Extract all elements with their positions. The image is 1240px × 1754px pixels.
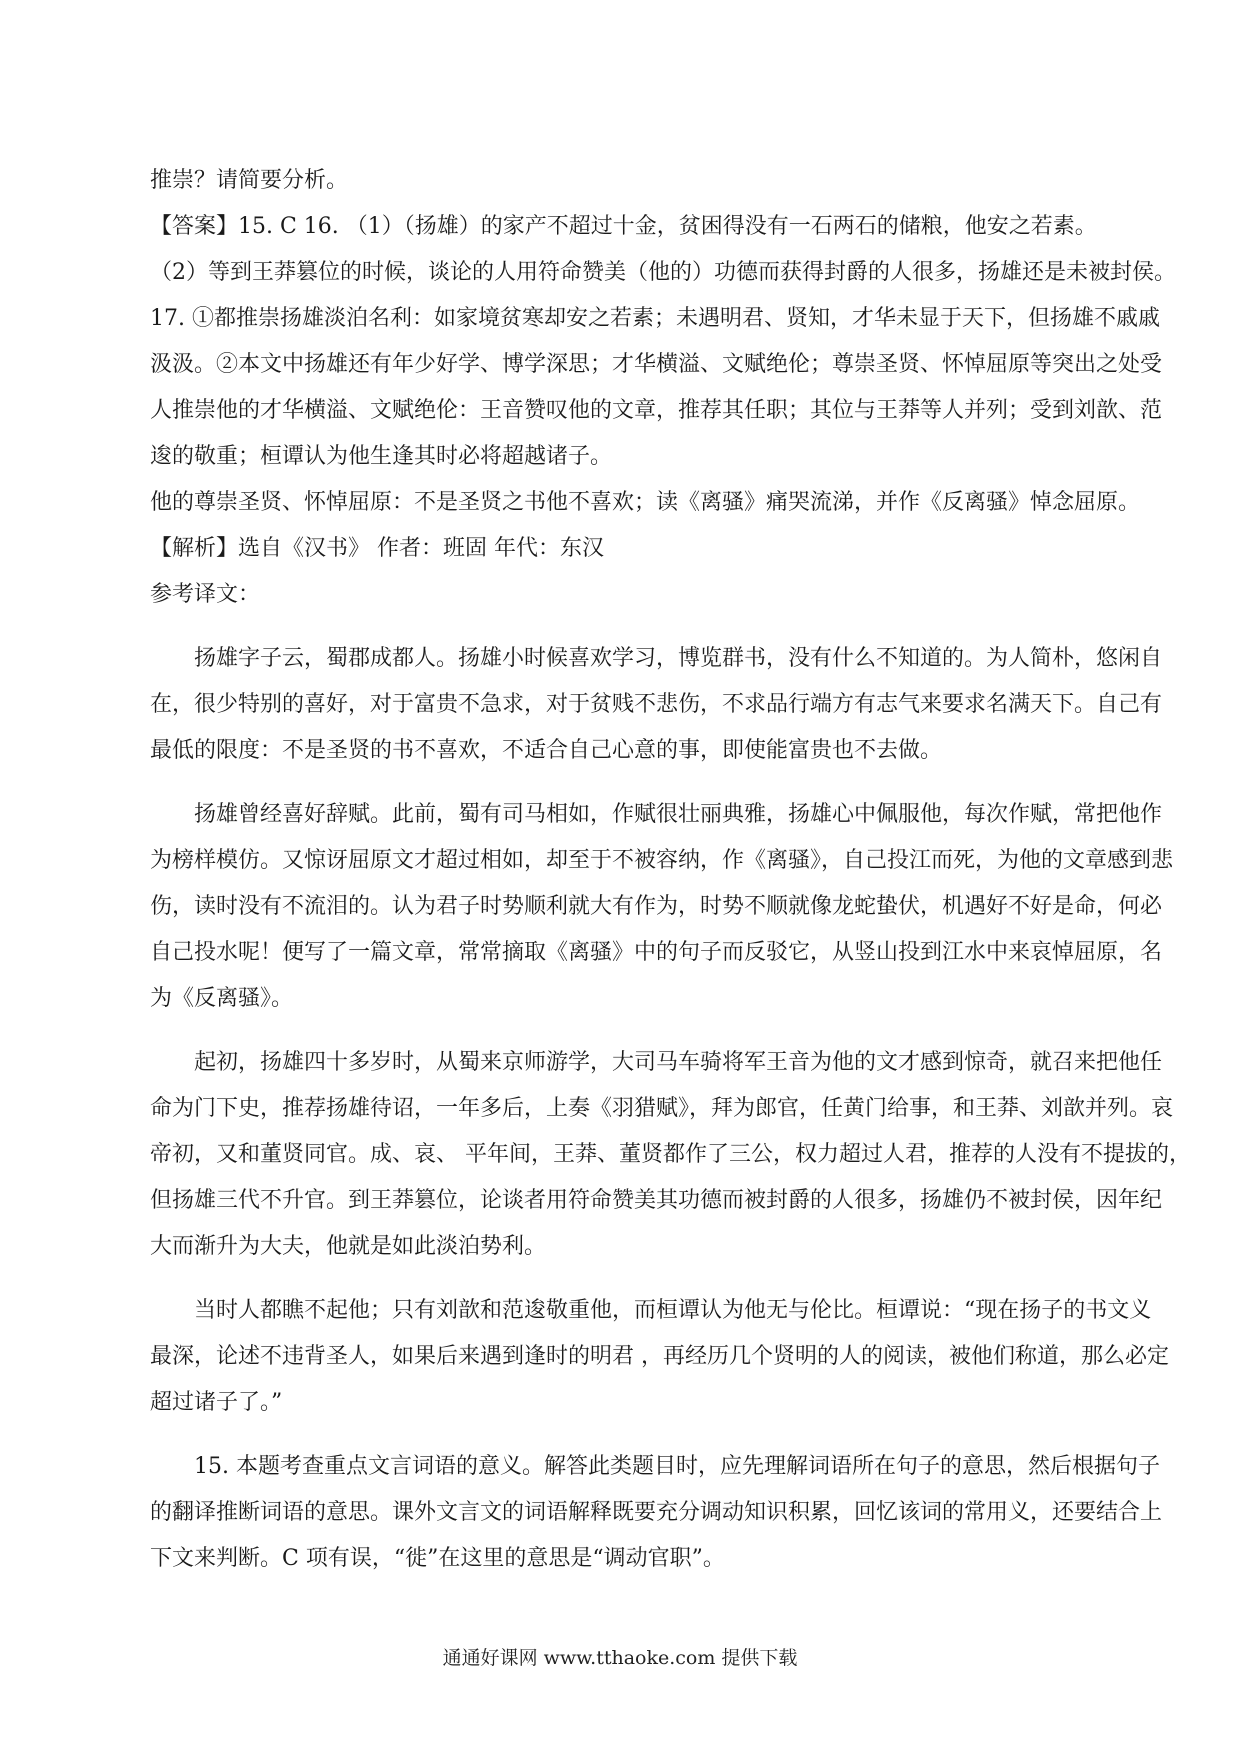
analysis-source-line: 【解析】选自《汉书》 作者：班固 年代：东汉	[150, 536, 604, 561]
paragraph-line: 下文来判断。C 项有误，“徙”在这里的意思是“调动官职”。	[150, 1546, 725, 1571]
paragraph-line: 扬雄曾经喜好辞赋。此前，蜀有司马相如，作赋很壮丽典雅，扬雄心中佩服他，每次作赋，常把他作	[194, 802, 1163, 827]
paragraph-line: 最低的限度：不是圣贤的书不喜欢，不适合自己心意的事，即使能富贵也不去做。	[150, 738, 943, 763]
paragraph-line: 自己投水呢！便写了一篇文章，常常摘取《离骚》中的句子而反驳它，从竖山投到江水中来哀悼屈原，名	[150, 940, 1163, 965]
answer-line-6: 逡的敬重；桓谭认为他生逢其时必将超越诸子。	[150, 444, 613, 469]
paragraph-line: 为榜样模仿。又惊讶屈原文才超过相如，却至于不被容纳，作《离骚》，自己投江而死，为他的文章感到悲	[150, 848, 1174, 873]
paragraph-line: 伤，读时没有不流泪的。认为君子时势顺利就大有作为，时势不顺就像龙蛇蛰伏，机遇好不好是命，何必	[150, 894, 1163, 919]
translation-paragraph-2	[150, 792, 1174, 1022]
paragraph-line: 但扬雄三代不升官。到王莽篡位，论谈者用符命赞美其功德而被封爵的人很多，扬雄仍不被封侯，因年纪	[150, 1188, 1163, 1213]
translation-paragraph-1	[150, 636, 1163, 774]
paragraph-line: 命为门下史，推荐扬雄待诏，一年多后，上奏《羽猎赋》，拜为郎官，任黄门给事，和王莽、刘歆并列。哀	[150, 1096, 1174, 1121]
paragraph-line: 15. 本题考查重点文言词语的意义。解答此类题目时，应先理解词语所在句子的意思，然后根据句子	[194, 1454, 1160, 1479]
answer-line-4: 汲汲。②本文中扬雄还有年少好学、博学深思；才华横溢、文赋绝伦；尊崇圣贤、怀悼屈原等突出之处受	[150, 352, 1163, 377]
paragraph-line: 当时人都瞧不起他；只有刘歆和范逡敬重他，而桓谭认为他无与伦比。桓谭说：“现在扬子的书文义	[194, 1298, 1152, 1323]
paragraph-line: 超过诸子了。”	[150, 1390, 283, 1415]
answer-line-2: （2）等到王莽篡位的时候，谈论的人用符命赞美（他的）功德而获得封爵的人很多，扬雄还是未被封侯。	[150, 260, 1177, 285]
paragraph-line: 最深，论述不违背圣人，如果后来遇到逢时的明君 ，再经历几个贤明的人的阅读，被他们称道，那么必定	[150, 1344, 1169, 1369]
paragraph-line: 的翻译推断词语的意思。课外文言文的词语解释既要充分调动知识积累，回忆该词的常用义，还要结合上	[150, 1500, 1163, 1525]
document-body	[150, 158, 1191, 1582]
translation-heading: 参考译文：	[150, 582, 261, 607]
paragraph-line: 大而渐升为大夫，他就是如此淡泊势利。	[150, 1234, 547, 1259]
answer-line-1: 【答案】15. C 16. （1）（扬雄）的家产不超过十金，贫困得没有一石两石的储粮，他安之若素。	[150, 214, 1097, 239]
paragraph-line: 为《反离骚》。	[150, 986, 294, 1011]
answer-line-3: 17. ①都推崇扬雄淡泊名利：如家境贫寒却安之若素；未遇明君、贤知，才华未显于天下，但扬雄不戚戚	[150, 306, 1160, 331]
question-tail: 推崇？请简要分析。	[150, 168, 349, 193]
translation-paragraph-3	[150, 1040, 1191, 1270]
answer-line-5: 人推崇他的才华横溢、文赋绝伦：王音赞叹他的文章，推荐其任职；其位与王莽等人并列；受到刘歆、范	[150, 398, 1163, 423]
explanation-paragraph-15	[150, 1444, 1163, 1582]
paragraph-line: 起初，扬雄四十多岁时，从蜀来京师游学，大司马车骑将军王音为他的文才感到惊奇，就召来把他任	[194, 1050, 1163, 1075]
answer-line-7: 他的尊崇圣贤、怀悼屈原：不是圣贤之书他不喜欢；读《离骚》痛哭流涕，并作《反离骚》悼念屈原。	[150, 490, 1141, 515]
translation-paragraph-4	[150, 1288, 1169, 1426]
page-footer: 通通好课网 www.tthaoke.com 提供下载	[442, 1647, 798, 1669]
paragraph-line: 帝初，又和董贤同官。成、哀、 平年间，王莽、董贤都作了三公，权力超过人君，推荐的人没有不提拔的，	[150, 1142, 1191, 1167]
paragraph-line: 扬雄字子云，蜀郡成都人。扬雄小时候喜欢学习，博览群书，没有什么不知道的。为人简朴，悠闲自	[194, 646, 1163, 671]
paragraph-line: 在，很少特别的喜好，对于富贵不急求，对于贫贱不悲伤，不求品行端方有志气来要求名满天下。自己有	[150, 692, 1163, 717]
